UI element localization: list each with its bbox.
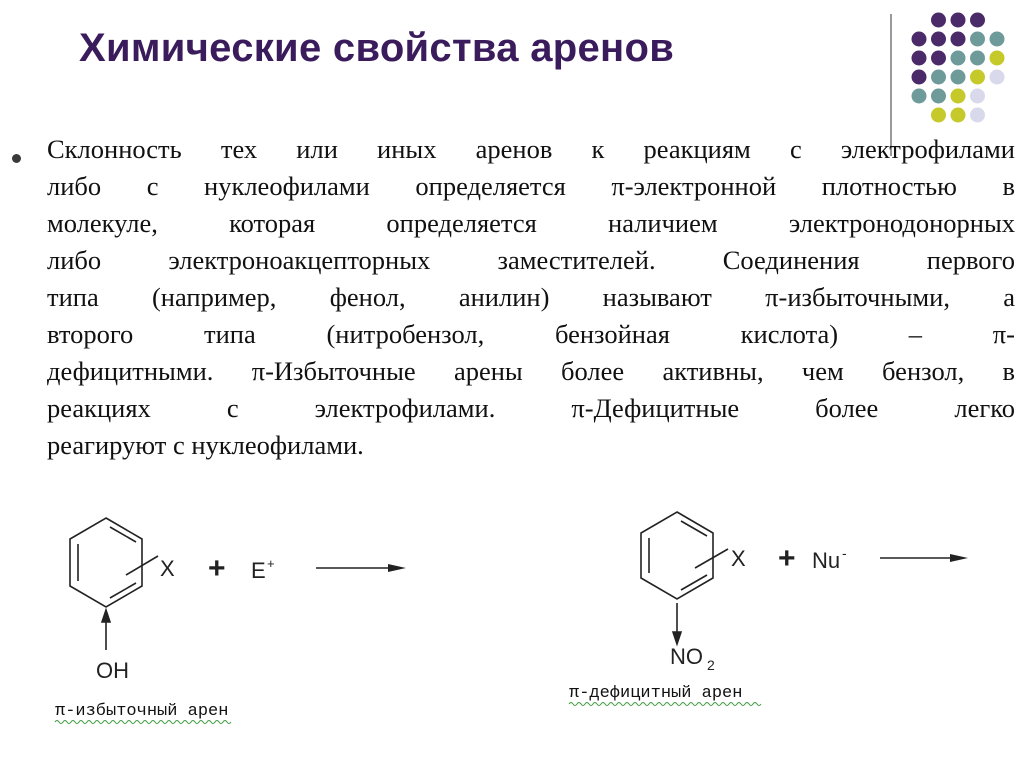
decorative-dot <box>931 13 946 28</box>
decorative-dot <box>990 70 1005 85</box>
decorative-dot <box>931 108 946 123</box>
decorative-dot <box>931 70 946 85</box>
bond-to-x-right <box>695 549 728 568</box>
paragraph-line: типа (например, фенол, анилин) называют π-избыточными, а <box>47 282 1015 312</box>
nucleophile-charge: - <box>842 545 847 561</box>
decorative-dot <box>951 70 966 85</box>
paragraph-line: реагируют с нуклеофилами. <box>47 430 364 460</box>
decorative-dot <box>970 70 985 85</box>
decorative-dot <box>912 32 927 47</box>
paragraph-line: дефицитными. π-Избыточные арены более активны, чем бензол, в <box>47 356 1015 386</box>
electrophile-charge: + <box>267 556 275 571</box>
paragraph-line: либо электроноакцепторных заместителей. Соединения первого <box>47 245 1015 275</box>
decorative-dot <box>951 13 966 28</box>
decorative-dot <box>951 51 966 66</box>
decorative-dot <box>970 51 985 66</box>
decorative-dot <box>970 108 985 123</box>
decorative-dot <box>970 32 985 47</box>
decorative-dot <box>931 51 946 66</box>
paragraph-line: Склонность тех или иных аренов к реакциям с электрофилами <box>47 134 1015 164</box>
scheme-left <box>70 518 406 650</box>
decorative-dot <box>912 89 927 104</box>
electrophile-label: E <box>251 558 266 583</box>
decorative-dot <box>990 51 1005 66</box>
bullet-icon <box>12 154 21 163</box>
acceptor-group-subscript: 2 <box>707 657 715 673</box>
substituent-x-left: X <box>160 556 175 581</box>
caption-right: π-дефицитный арен <box>569 684 743 703</box>
decorative-dot <box>951 32 966 47</box>
body-paragraph <box>47 131 1015 464</box>
donor-group-oh: OH <box>96 658 129 683</box>
decorative-dot <box>931 89 946 104</box>
arrow-down-head <box>673 632 681 644</box>
paragraph-line: либо с нуклеофилами определяется π-электронной плотностью в <box>47 171 1015 201</box>
paragraph-line: молекуле, которая определяется наличием электронодонорных <box>47 208 1015 238</box>
decorative-dot <box>951 89 966 104</box>
nucleophile-label: Nu <box>812 548 841 573</box>
decorative-dot <box>951 108 966 123</box>
plus-sign-right: + <box>778 542 796 575</box>
decorative-dot <box>931 32 946 47</box>
decorative-dot <box>970 89 985 104</box>
paragraph-line: второго типа (нитробензол, бензойная кислота) – π- <box>47 319 1015 349</box>
benzene-ring-right <box>641 512 713 599</box>
benzene-ring-left <box>70 518 142 607</box>
page-title: Химические свойства аренов <box>79 26 675 70</box>
arrow-up-head <box>102 610 110 622</box>
paragraph-line: реакциях с электрофилами. π-Дефицитные более легко <box>47 393 1015 423</box>
decorative-dot <box>970 13 985 28</box>
decorative-dot <box>912 70 927 85</box>
decorative-dot <box>990 32 1005 47</box>
scheme-right <box>641 512 968 644</box>
plus-sign-left: + <box>208 552 226 585</box>
decorative-dot <box>912 51 927 66</box>
reaction-schemes <box>0 490 1024 767</box>
caption-left: π-избыточный арен <box>55 702 229 721</box>
acceptor-group-no2: NO <box>670 644 703 669</box>
substituent-x-right: X <box>731 546 746 571</box>
